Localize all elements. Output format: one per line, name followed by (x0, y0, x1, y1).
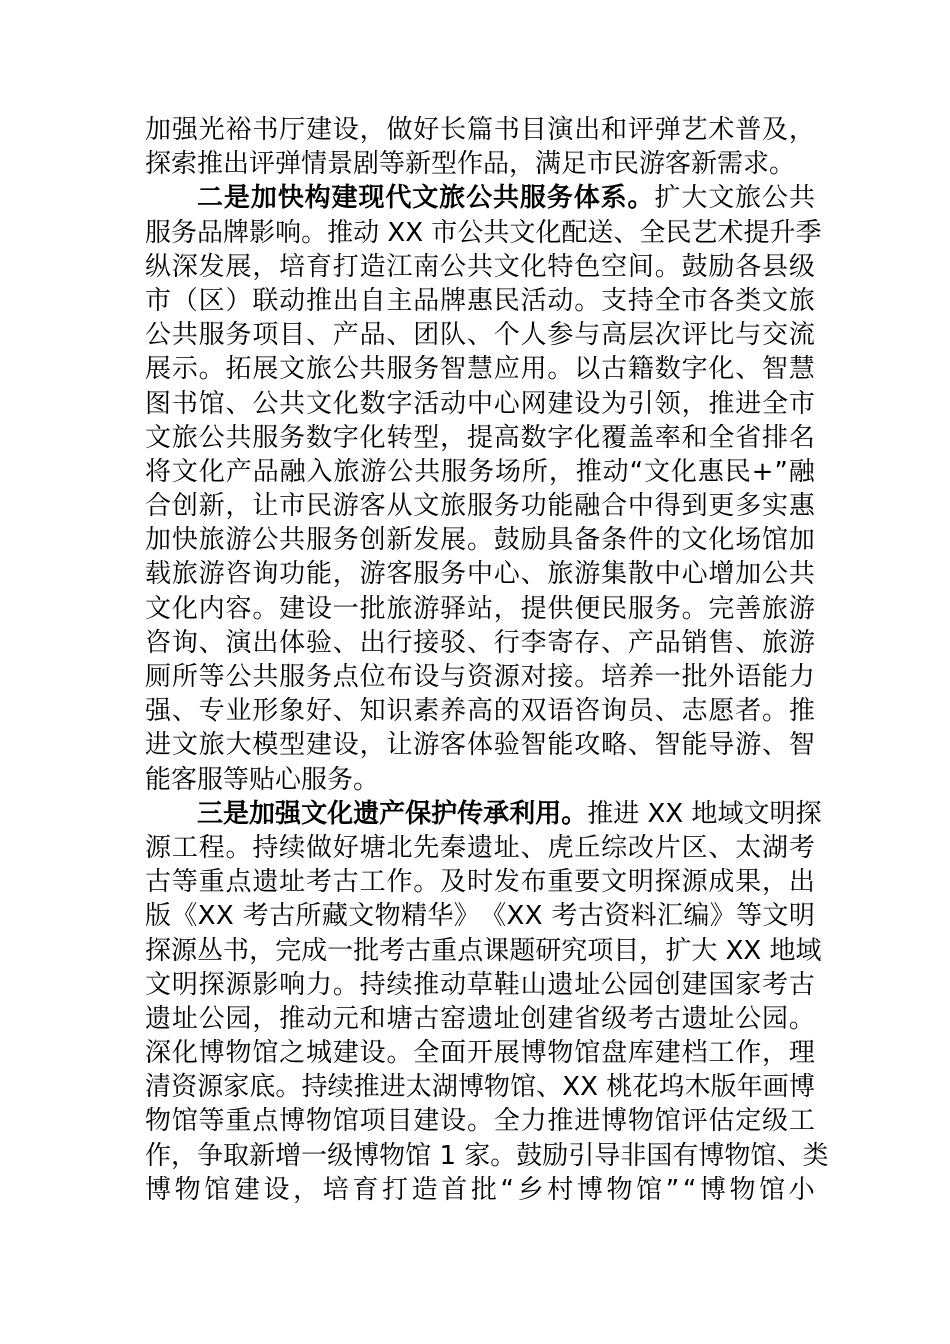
text-line: 纵 深 发 展 ， 培 育 打 造 江 南 公 共 文 化 特 色 空 间 。 鼓 励 各 县 级 (145, 251, 815, 282)
text-line: 市 （ 区 ） 联 动 推 出 自 主 品 牌 惠 民 活 动 。 支 持 全 市 各 类 文 旅 (145, 285, 815, 316)
text-line: 文 明 探 源 影 响 力 。 持 续 推 动 草 鞋 山 遗 址 公 园 创 建 国 家 考 古 (145, 969, 815, 1000)
text-line: 古 等 重 点 遗 址 考 古 工 作 。 及 时 发 布 重 要 文 明 探 源 成 果 ， 出 (145, 867, 815, 898)
text-line: 加 强 光 裕 书 厅 建 设 ， 做 好 长 篇 书 目 演 出 和 评 弹 艺 术 普 及 ， (145, 115, 815, 145)
text-line: 源 工 程 。 持 续 做 好 塘 北 先 秦 遗 址 、 虎 丘 综 改 片 区 、 太 湖 考 (145, 832, 815, 863)
text-line (145, 147, 815, 181)
text-line: 物 馆 等 重 点 博 物 馆 项 目 建 设 。 全 力 推 进 博 物 馆 评 估 定 级 工 (145, 1106, 815, 1137)
text-line: 合 创 新 ， 让 市 民 游 客 从 文 旅 服 务 功 能 融 合 中 得 到 更 多 实 惠 (145, 491, 815, 522)
text-line: 进 文 旅 大 模 型 建 设 ， 让 游 客 体 验 智 能 攻 略 、 智 能 导 游 、 智 (145, 730, 815, 761)
text-line: 公 共 服 务 项 目 、 产 品 、 团 队 、 个 人 参 与 高 层 次 评 比 与 交 流 (145, 320, 815, 351)
text-line: 加 快 旅 游 公 共 服 务 创 新 发 展 。 鼓 励 具 备 条 件 的 文 化 场 馆 加 (145, 525, 815, 556)
text-line: 文 化 内 容 。 建 设 一 批 旅 游 驿 站 ， 提 供 便 民 服 务 。 完 善 旅 游 (145, 593, 815, 624)
text-line: 深 化 博 物 馆 之 城 建 设 。 全 面 开 展 博 物 馆 盘 库 建 档 工 作 ， 理 (145, 1038, 815, 1069)
text-line: 二 是 加 快 构 建 现 代 文 旅 公 共 服 务 体 系 。 扩 大 文 旅 公 共 (197, 183, 815, 214)
text-line: 咨 询 、 演 出 体 验 、 出 行 接 驳 、 行 李 寄 存 、 产 品 销 售 、 旅 游 (145, 627, 815, 658)
body-text (145, 113, 829, 1207)
text-line: 作 ， 争 取 新 增 一 级 博 物 馆 1 家 。 鼓 励 引 导 非 国 有 博 物 馆 、 类 (145, 1140, 829, 1171)
text-line: 版 《 X X 考 古 所 藏 文 物 精 华 》 《 X X 考 古 资 料 汇 编 》 等 文 明 (145, 901, 815, 932)
text-line: 遗 址 公 园 ， 推 动 元 和 塘 古 窑 遗 址 创 建 省 级 考 古 遗 址 公 园 。 (145, 1003, 815, 1034)
text-line: 三 是 加 强 文 化 遗 产 保 护 传 承 利 用 。 推 进 X X 地 域 文 明 探 (197, 798, 822, 829)
line-text: 能客服等贴心服务。 (145, 764, 380, 795)
text-line: 展 示 。 拓 展 文 旅 公 共 服 务 智 慧 应 用 。 以 古 籍 数 字 化 、 智 慧 (145, 354, 815, 385)
text-line: 强 、 专 业 形 象 好 、 知 识 素 养 高 的 双 语 咨 询 员 、 志 愿 者 。 推 (145, 696, 815, 727)
line-text: 探索推出评弹情景剧等新型作品，满足市民游客新需求。 (145, 149, 796, 180)
text-line: 博 物 馆 建 设 ， 培 育 打 造 首 批 “ 乡 村 博 物 馆 ” “ 博 物 馆 小 (145, 1174, 815, 1205)
text-line: 图 书 馆 、 公 共 文 化 数 字 活 动 中 心 网 建 设 为 引 领 ， 推 进 全 市 (145, 388, 815, 419)
text-line: 文 旅 公 共 服 务 数 字 化 转 型 ， 提 高 数 字 化 覆 盖 率 和 全 省 排 名 (145, 422, 815, 453)
text-line: 服 务 品 牌 影 响 。 推 动 X X 市 公 共 文 化 配 送 、 全 民 艺 术 提 升 季 (145, 217, 822, 248)
text-line: 探 源 丛 书 ， 完 成 一 批 考 古 重 点 课 题 研 究 项 目 ， 扩 大 X X 地 域 (145, 935, 822, 966)
text-line (145, 763, 815, 797)
text-line: 厕 所 等 公 共 服 务 点 位 布 设 与 资 源 对 接 。 培 养 一 批 外 语 能 力 (145, 662, 815, 692)
text-line: 载 旅 游 咨 询 功 能 ， 游 客 服 务 中 心 、 旅 游 集 散 中 心 增 加 公 共 (145, 559, 815, 590)
text-line: 将 文 化 产 品 融 入 旅 游 公 共 服 务 场 所 ， 推 动 “ 文 化 惠 民 + ” 融 (145, 456, 815, 487)
text-line: 清 资 源 家 底 。 持 续 推 进 太 湖 博 物 馆 、 X X 桃 花 坞 木 版 年 画 博 (145, 1072, 815, 1103)
